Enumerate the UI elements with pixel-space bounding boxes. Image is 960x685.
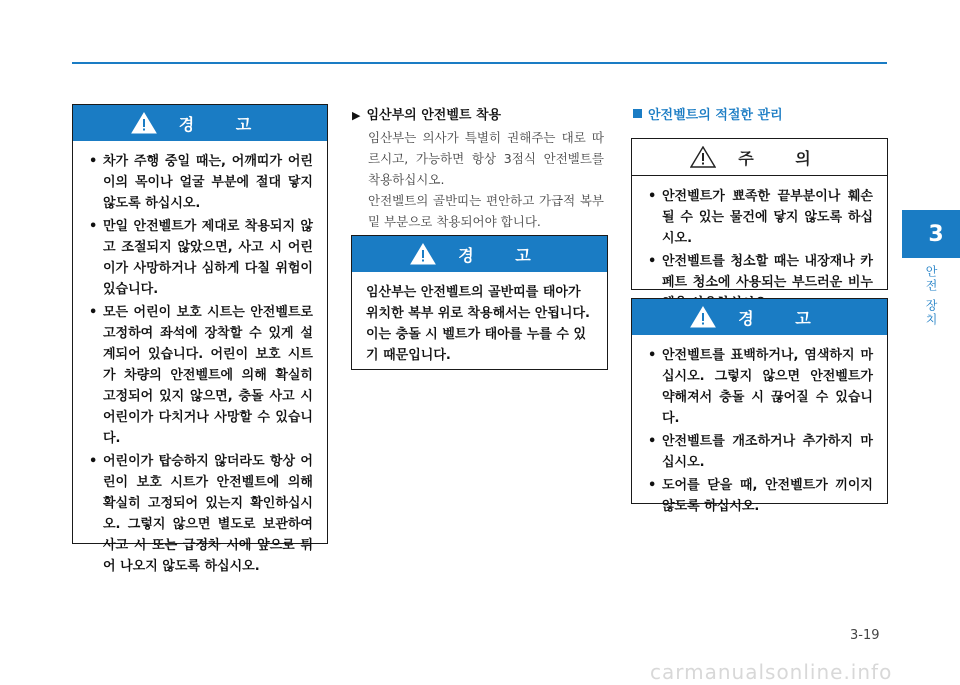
warning-title: 경 고 — [738, 308, 829, 328]
list-item: • 어린이가 탑승하지 않더라도 항상 어린이 보호 시트가 안전벨트에 의해 확실히 고정되어 있는지 확인하십시오. 그렇지 않으면 별도로 보관하여 사고 시 또는 급정차 시에 앞으로 튀어 나오지 않도록 하십시오. — [87, 451, 313, 577]
warning-triangle-icon — [131, 112, 157, 134]
list-item: • 안전벨트가 뾰족한 끝부분이나 훼손될 수 있는 물건에 닿지 않도록 하십시오. — [646, 186, 873, 249]
warning-title: 경 고 — [178, 114, 270, 134]
caution-triangle-icon — [690, 146, 716, 168]
caution-title: 주 의 — [738, 148, 829, 168]
chapter-label: 안전 장치 — [924, 265, 938, 327]
pregnant-paragraph-2: 안전벨트의 골반띠는 편안하고 가급적 복부 밑 부분으로 착용되어야 합니다. — [368, 193, 604, 229]
list-item: • 차가 주행 중일 때는, 어깨띠가 어린이의 목이나 얼굴 부분에 절대 닿지 않도록 하십시오. — [87, 151, 313, 214]
list-item: • 안전벨트를 청소할 때는 내장재나 카페트 청소에 사용되는 부드러운 비누 — [646, 251, 873, 314]
warning-list — [87, 151, 313, 577]
play-arrow-icon: ▶ — [352, 109, 361, 122]
list-item: • 안전벨트를 표백하거나, 염색하지 마십시오. 그렇지 않으면 안전벨트가 약해져서 충돌 시 끊어질 수 있습니다. — [646, 345, 873, 429]
caution-header — [632, 139, 887, 176]
page-number: 3-19 — [850, 628, 880, 643]
list-item: • 모든 어린이 보호 시트는 안전벨트로 고정하여 좌석에 장착할 수 있게 설계되어 있습니다. 어린이 보호 시트가 차량의 안전벨트에 의해 확실히 고정되어 있지 않으면, 충돌 사고 시 어린이가 다치거나 사망할 수 있습니다. — [87, 302, 313, 449]
section-heading-care: 안전벨트의 적절한 관리 — [633, 104, 783, 123]
chapter-tab[interactable]: 3 — [902, 210, 960, 258]
warning-title: 경 고 — [458, 245, 549, 265]
warning-list — [646, 345, 873, 517]
list-item: • 도어를 닫을 때, 안전벨트가 끼이지 않도록 하십시오. — [646, 475, 873, 517]
top-rule — [72, 62, 887, 64]
list-item: • 만일 안전벨트가 제대로 착용되지 않고 조절되지 않았으면, 사고 시 어린이가 사망하거나 심하게 다칠 위험이 있습니다. — [87, 216, 313, 300]
warning-triangle-icon — [690, 306, 716, 328]
warning-header — [632, 299, 887, 335]
warning-text-2: 이는 충돌 시 벨트가 태아를 누를 수 있기 때문입니다. — [366, 327, 587, 363]
warning-header — [352, 236, 607, 272]
section-heading-pregnant: ▶ 임산부의 안전벨트 착용 — [352, 108, 502, 123]
watermark: carmanualsonline.info — [650, 660, 893, 684]
warning-triangle-icon — [410, 243, 436, 265]
square-bullet-icon — [633, 109, 642, 118]
warning-box-middle — [351, 235, 608, 370]
warning-header — [73, 105, 327, 141]
caution-box — [631, 138, 888, 290]
warning-box-right — [631, 298, 888, 514]
caution-list — [646, 186, 873, 314]
pregnant-paragraph-1: 임산부는 의사가 특별히 권해주는 대로 따르시고, 가능하면 항상 3점식 안전벨트를 착용하십시오. — [368, 130, 604, 187]
warning-box-left — [72, 104, 328, 574]
list-item: • 안전벨트를 개조하거나 추가하지 마십시오. — [646, 431, 873, 473]
warning-text-1: 임산부는 안전벨트의 골반띠를 태아가 위치한 복부 위로 착용해서는 안됩니다. — [366, 285, 590, 321]
